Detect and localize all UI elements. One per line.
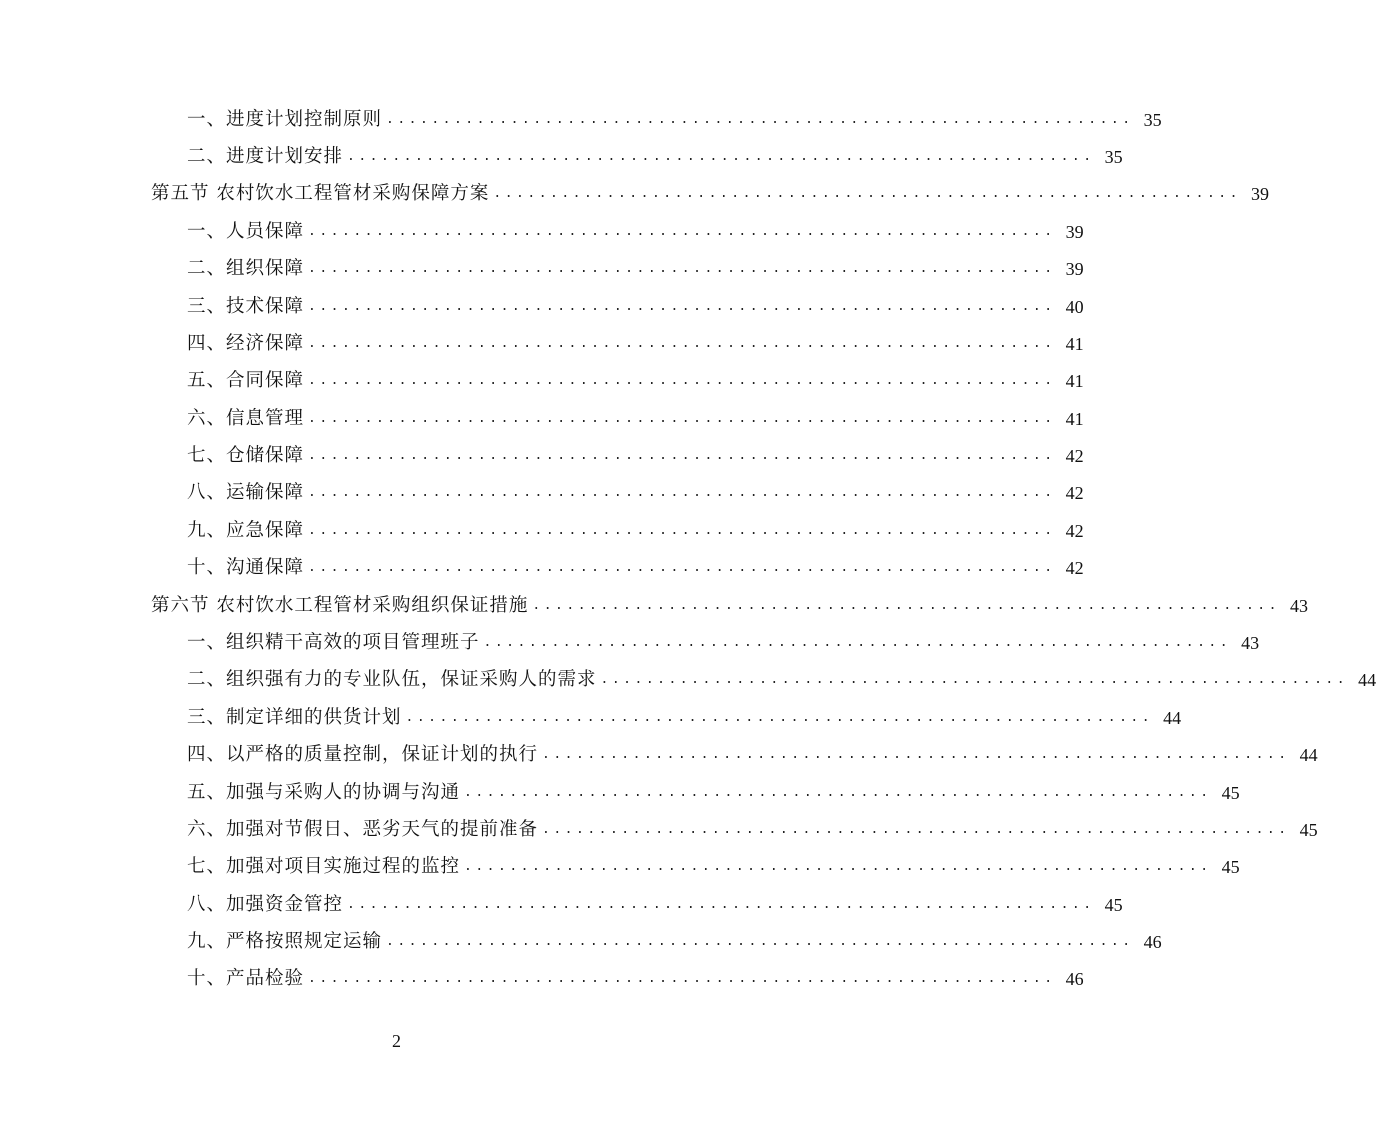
toc-entry-label: 七、加强对项目实施过程的监控: [187, 856, 461, 877]
toc-entry-page: 41: [1065, 409, 1084, 429]
dot-leader: ..................................................................: [308, 485, 1056, 500]
toc-entry-page: 35: [1104, 147, 1123, 167]
toc-entry-label: 九、应急保障: [187, 520, 305, 541]
toc-entry-label: 五、加强与采购人的协调与沟通: [187, 782, 461, 803]
toc-entry-page: 45: [1104, 895, 1123, 915]
toc-entry-page: 41: [1065, 371, 1084, 391]
toc-entry-page: 46: [1065, 969, 1084, 989]
toc-entry-label: 十、产品检验: [187, 968, 305, 989]
toc-entry-label: 一、进度计划控制原则: [187, 109, 383, 130]
toc-entry-page: 44: [1358, 670, 1376, 690]
toc-entry[interactable]: [187, 206, 1084, 243]
toc-entry-page: 39: [1250, 184, 1269, 204]
toc-entry[interactable]: [187, 94, 1162, 131]
toc-entry-label: 一、人员保障: [187, 221, 305, 242]
toc-entry[interactable]: [187, 318, 1084, 355]
dot-leader: ..................................................................: [308, 299, 1056, 314]
toc-entry-label: 一、组织精干高效的项目管理班子: [187, 632, 480, 653]
toc-entry-label: 三、制定详细的供货计划: [187, 707, 402, 728]
toc-entry-page: 43: [1289, 596, 1308, 616]
toc-entry-page: 44: [1299, 745, 1318, 765]
toc-entry[interactable]: [187, 916, 1162, 953]
toc-entry[interactable]: [187, 430, 1084, 467]
toc-entry-page: 46: [1143, 932, 1162, 952]
dot-leader: ..................................................................: [405, 710, 1154, 725]
toc-entry[interactable]: [187, 729, 1318, 766]
toc-entry[interactable]: [187, 953, 1084, 990]
toc-entry-label: 五、合同保障: [187, 370, 305, 391]
toc-entry[interactable]: [187, 393, 1084, 430]
toc-entry[interactable]: [187, 804, 1318, 841]
toc-entry-page: 40: [1065, 297, 1084, 317]
toc-entry-label: 二、组织保障: [187, 258, 305, 279]
toc-entry-label: 三、技术保障: [187, 296, 305, 317]
toc-entry-page: 44: [1163, 708, 1182, 728]
dot-leader: ..................................................................: [308, 448, 1056, 463]
toc-entry[interactable]: [187, 879, 1123, 916]
toc-entry-label: 十、沟通保障: [187, 557, 305, 578]
page-number: 2: [392, 1031, 401, 1051]
toc-entry-page: 35: [1143, 110, 1162, 130]
dot-leader: ..................................................................: [464, 785, 1212, 800]
toc-entry[interactable]: [187, 692, 1182, 729]
toc-entry-page: 42: [1065, 446, 1084, 466]
toc-entry-page: 39: [1065, 259, 1084, 279]
dot-leader: ..................................................................: [386, 934, 1134, 949]
toc-section-entry[interactable]: [151, 168, 1269, 205]
toc-entry-label: 第五节 农村饮水工程管材采购保障方案: [151, 183, 490, 204]
toc-entry[interactable]: [187, 243, 1084, 280]
toc-entry[interactable]: [187, 131, 1123, 168]
toc-entry-page: 42: [1065, 521, 1084, 541]
toc-entry[interactable]: [187, 281, 1084, 318]
toc-entry-page: 39: [1065, 222, 1084, 242]
dot-leader: ..................................................................: [542, 822, 1290, 837]
toc-entry-page: 45: [1221, 783, 1240, 803]
toc-entry[interactable]: [187, 542, 1084, 579]
dot-leader: ..................................................................: [308, 373, 1056, 388]
toc-entry-page: 42: [1065, 558, 1084, 578]
toc-entry-label: 八、运输保障: [187, 482, 305, 503]
toc-entry-label: 六、加强对节假日、恶劣天气的提前准备: [187, 819, 539, 840]
dot-leader: ..................................................................: [308, 336, 1056, 351]
toc-entry[interactable]: [187, 767, 1240, 804]
toc-entry[interactable]: [187, 617, 1260, 654]
toc-entry-page: 43: [1241, 633, 1260, 653]
dot-leader: ..................................................................: [308, 523, 1056, 538]
dot-leader: ..................................................................: [308, 261, 1056, 276]
dot-leader: ..................................................................: [483, 635, 1232, 650]
toc-entry[interactable]: [187, 654, 1376, 691]
toc-entry-label: 七、仓储保障: [187, 445, 305, 466]
dot-leader: ..................................................................: [464, 859, 1212, 874]
dot-leader: ..................................................................: [542, 747, 1290, 762]
toc-entry[interactable]: [187, 467, 1084, 504]
toc-entry-label: 四、经济保障: [187, 333, 305, 354]
dot-leader: ..................................................................: [386, 112, 1134, 127]
toc-entry-page: 45: [1299, 820, 1318, 840]
toc-entry-label: 第六节 农村饮水工程管材采购组织保证措施: [151, 595, 529, 616]
toc-entry[interactable]: [187, 505, 1084, 542]
toc-entry-page: 45: [1221, 857, 1240, 877]
toc-entry-label: 六、信息管理: [187, 408, 305, 429]
toc-entry-page: 41: [1065, 334, 1084, 354]
toc-entry-page: 42: [1065, 483, 1084, 503]
dot-leader: ..................................................................: [308, 224, 1056, 239]
toc-entry-label: 八、加强资金管控: [187, 894, 344, 915]
dot-leader: ..................................................................: [308, 560, 1056, 575]
toc-entry-label: 九、严格按照规定运输: [187, 931, 383, 952]
toc-entry[interactable]: [187, 355, 1084, 392]
dot-leader: ..................................................................: [600, 672, 1349, 687]
toc-section-entry[interactable]: [151, 580, 1308, 617]
toc-entry-label: 二、组织强有力的专业队伍，保证采购人的需求: [187, 669, 597, 690]
dot-leader: ..................................................................: [308, 971, 1056, 986]
toc-entry[interactable]: [187, 841, 1240, 878]
dot-leader: ..................................................................: [532, 598, 1280, 613]
dot-leader: ..................................................................: [308, 411, 1056, 426]
dot-leader: ..................................................................: [347, 897, 1095, 912]
dot-leader: ..................................................................: [347, 149, 1095, 164]
toc-entry-label: 四、以严格的质量控制，保证计划的执行: [187, 744, 539, 765]
toc-entry-label: 二、进度计划安排: [187, 146, 344, 167]
dot-leader: ..................................................................: [493, 186, 1241, 201]
